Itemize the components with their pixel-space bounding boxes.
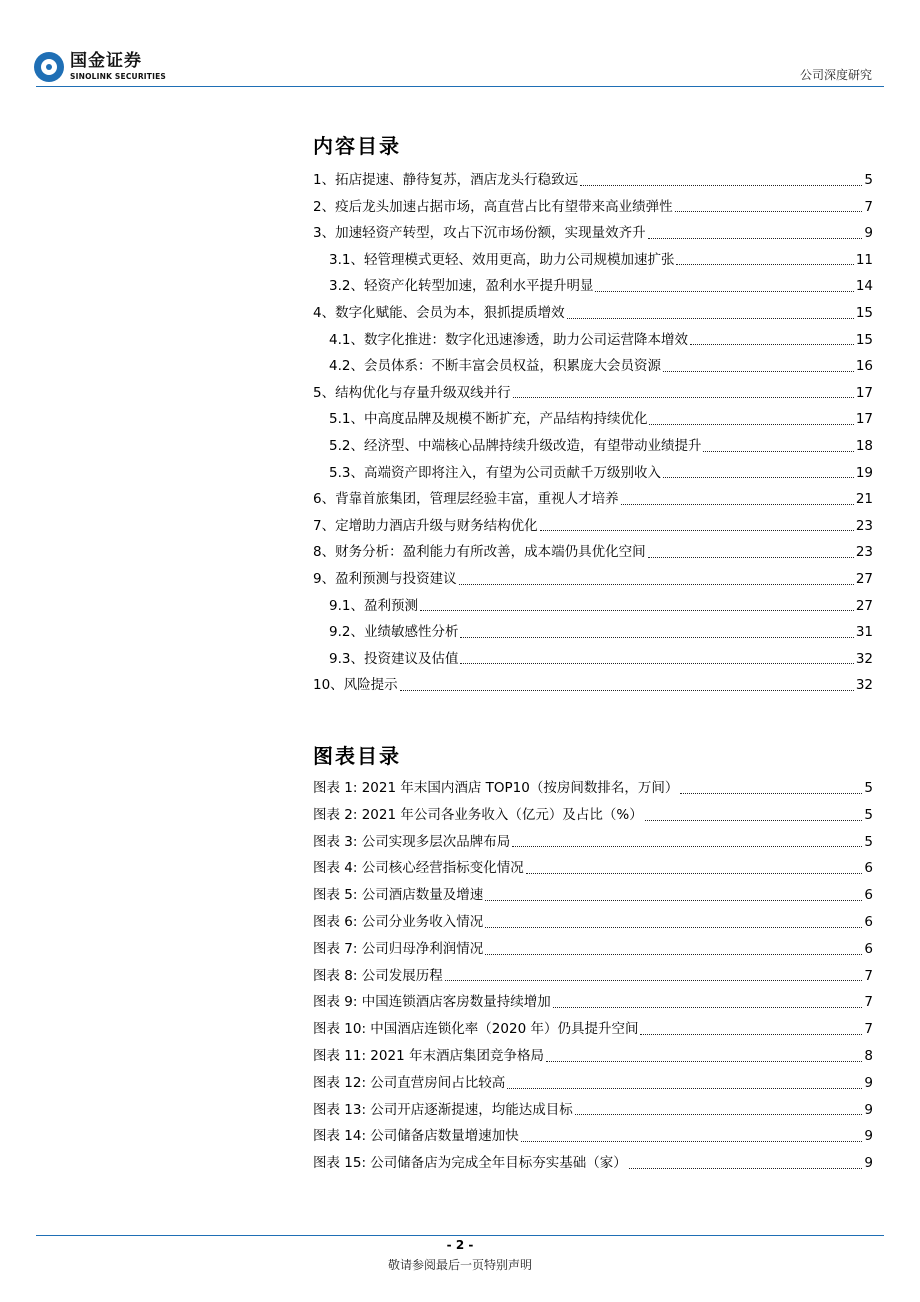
dot-leader: [690, 344, 854, 345]
figure-entry-label: 图表 12: 公司直营房间占比较高: [313, 1074, 506, 1091]
toc-entry-label: 8、财务分析：盈利能力有所改善，成本端仍具优化空间: [313, 544, 646, 561]
toc-entry-label: 1、拓店提速、静待复苏，酒店龙头行稳致远: [313, 172, 579, 188]
dot-leader: [703, 451, 853, 452]
toc-entry-page: 32: [855, 650, 873, 667]
toc-entry-page: 23: [855, 517, 873, 534]
toc-entry[interactable]: [313, 486, 873, 513]
figure-entry[interactable]: [313, 1016, 873, 1043]
figure-entry-label: 图表 8: 公司发展历程: [313, 967, 443, 984]
toc-entry-page: 31: [855, 624, 873, 641]
figure-entry[interactable]: [313, 936, 873, 963]
figure-entry[interactable]: [313, 1070, 873, 1097]
toc-entry-page: 18: [855, 437, 873, 454]
toc-entry[interactable]: [313, 167, 873, 194]
figure-entry-label: 图表 11: 2021 年末酒店集团竞争格局: [313, 1047, 544, 1064]
dot-leader: [485, 900, 862, 901]
toc-entry-label: 5、结构优化与存量升级双线并行: [313, 384, 511, 401]
figure-entry-label: 图表 3: 公司实现多层次品牌布局: [313, 833, 511, 850]
toc-entry[interactable]: [313, 247, 873, 274]
toc-entry-label: 4.2、会员体系：不断丰富会员权益，积累庞大会员资源: [329, 358, 661, 375]
toc-entry-page: 15: [855, 331, 873, 348]
toc-entry[interactable]: [313, 619, 873, 646]
report-type: 公司深度研究: [799, 68, 872, 82]
figure-entry-page: 7: [864, 1021, 873, 1038]
figure-entry-page: 6: [864, 860, 873, 877]
dot-leader: [507, 1088, 862, 1089]
toc-entry-label: 10、风险提示: [313, 677, 398, 694]
toc-entry-label: 7、定增助力酒店升级与财务结构优化: [313, 517, 538, 534]
toc-entry-page: 27: [855, 597, 873, 614]
dot-leader: [675, 211, 863, 212]
figure-entry[interactable]: [313, 909, 873, 936]
dot-leader: [629, 1168, 863, 1169]
toc-entry-label: 5.1、中高度品牌及规模不断扩充，产品结构持续优化: [329, 411, 648, 428]
dot-leader: [649, 424, 853, 425]
dot-leader: [676, 264, 853, 265]
toc-entry-label: 9.2、业绩敏感性分析: [329, 624, 459, 641]
footer-divider: [36, 1235, 884, 1236]
dot-leader: [512, 846, 862, 847]
figure-entry[interactable]: [313, 1097, 873, 1124]
toc-entry[interactable]: [313, 300, 873, 327]
figure-entry-label: 图表 7: 公司归母净利润情况: [313, 940, 484, 957]
figure-entry-label: 图表 2: 2021 年公司各业务收入（亿元）及占比（%）: [313, 806, 643, 823]
logo-icon: [34, 52, 64, 82]
toc-entry[interactable]: [313, 327, 873, 354]
toc-entry-page: 16: [855, 358, 873, 375]
dot-leader: [459, 584, 854, 585]
figure-entry[interactable]: [313, 802, 873, 829]
logo-chinese-name: 国金证券: [70, 51, 142, 72]
toc-entry[interactable]: [313, 353, 873, 380]
figure-entry-page: 8: [864, 1047, 873, 1064]
toc-entry[interactable]: [313, 672, 873, 699]
logo-english-name: SINOLINK SECURITIES: [70, 72, 167, 82]
figure-entry[interactable]: [313, 1123, 873, 1150]
figure-entry-page: 6: [864, 913, 873, 930]
dot-leader: [575, 1114, 863, 1115]
figure-entry-label: 图表 9: 中国连锁酒店客房数量持续增加: [313, 994, 551, 1011]
figure-entry[interactable]: [313, 989, 873, 1016]
dot-leader: [420, 610, 854, 611]
toc-entry-label: 9.1、盈利预测: [329, 597, 418, 614]
figure-entry[interactable]: [313, 829, 873, 856]
toc-list: [313, 167, 873, 699]
figure-entry[interactable]: [313, 855, 873, 882]
figure-entry-label: 图表 1: 2021 年末国内酒店 TOP10（按房间数排名，万间）: [313, 780, 679, 796]
toc-entry[interactable]: [313, 273, 873, 300]
toc-entry-page: 7: [864, 198, 873, 215]
page-number: - 2 -: [446, 1238, 474, 1252]
dot-leader: [460, 663, 853, 664]
dot-leader: [648, 557, 854, 558]
toc-entry-label: 2、疫后龙头加速占据市场，高直营占比有望带来高业绩弹性: [313, 198, 673, 215]
toc-entry[interactable]: [313, 513, 873, 540]
toc-entry-page: 32: [855, 677, 873, 694]
toc-entry-page: 17: [855, 384, 873, 401]
dot-leader: [621, 504, 854, 505]
figure-entry-label: 图表 14: 公司储备店数量增速加快: [313, 1128, 519, 1145]
toc-entry[interactable]: [313, 539, 873, 566]
figure-entry-label: 图表 13: 公司开店逐渐提速，均能达成目标: [313, 1101, 573, 1118]
toc-entry[interactable]: [313, 460, 873, 487]
toc-entry-label: 5.3、高端资产即将注入，有望为公司贡献千万级别收入: [329, 464, 661, 481]
dot-leader: [521, 1141, 863, 1142]
dot-leader: [445, 980, 863, 981]
page-header: [0, 0, 920, 92]
figure-entry-label: 图表 6: 公司分业务收入情况: [313, 913, 484, 930]
dot-leader: [540, 530, 854, 531]
dot-leader: [640, 1034, 862, 1035]
toc-entry-label: 3.1、轻管理模式更轻、效用更高，助力公司规模加速扩张: [329, 251, 675, 268]
toc-title: 内容目录: [313, 134, 401, 158]
dot-leader: [553, 1007, 863, 1008]
toc-entry-label: 3.2、轻资产化转型加速，盈利水平提升明显: [329, 278, 594, 295]
toc-entry-label: 5.2、经济型、中端核心品牌持续升级改造，有望带动业绩提升: [329, 437, 702, 454]
figure-entry-page: 6: [864, 887, 873, 904]
figure-entry[interactable]: [313, 775, 873, 802]
figure-entry-page: 9: [864, 1128, 873, 1145]
toc-entry-label: 4、数字化赋能、会员为本，狠抓提质增效: [313, 304, 565, 321]
dot-leader: [460, 637, 853, 638]
figure-entry[interactable]: [313, 1043, 873, 1070]
figure-entry-page: 9: [864, 1074, 873, 1091]
toc-entry-page: 21: [855, 491, 873, 508]
dot-leader: [400, 690, 854, 691]
toc-entry-label: 9、盈利预测与投资建议: [313, 570, 457, 587]
toc-entry-page: 15: [855, 304, 873, 321]
figure-entry-page: 6: [864, 940, 873, 957]
dot-leader: [663, 371, 854, 372]
figure-entry-page: 5: [864, 806, 873, 823]
figure-entry-page: 7: [864, 994, 873, 1011]
dot-leader: [680, 793, 862, 794]
dot-leader: [485, 927, 862, 928]
dot-leader: [595, 291, 853, 292]
dot-leader: [513, 397, 854, 398]
figures-list: [313, 775, 873, 1177]
toc-entry-page: 14: [855, 278, 873, 295]
figure-entry-label: 图表 10: 中国酒店连锁化率（2020 年）仍具提升空间: [313, 1021, 639, 1038]
toc-entry-page: 9: [864, 225, 873, 242]
toc-entry-page: 11: [855, 251, 873, 268]
dot-leader: [567, 318, 854, 319]
toc-entry-page: 17: [855, 411, 873, 428]
figure-entry-page: 9: [864, 1155, 873, 1172]
dot-leader: [580, 185, 862, 186]
figure-entry-label: 图表 15: 公司储备店为完成全年目标夯实基础（家）: [313, 1155, 627, 1172]
toc-entry[interactable]: [313, 593, 873, 620]
toc-entry-label: 9.3、投资建议及估值: [329, 650, 459, 667]
footer-disclaimer: 敬请参阅最后一页特别声明: [387, 1258, 532, 1272]
figure-entry[interactable]: [313, 963, 873, 990]
figure-entry-page: 9: [864, 1101, 873, 1118]
figure-entry[interactable]: [313, 1150, 873, 1177]
toc-entry-page: 5: [864, 172, 873, 188]
figure-entry-page: 7: [864, 967, 873, 984]
dot-leader: [663, 477, 854, 478]
toc-entry[interactable]: [313, 406, 873, 433]
toc-entry-page: 27: [855, 570, 873, 587]
toc-entry[interactable]: [313, 433, 873, 460]
figure-entry-label: 图表 5: 公司酒店数量及增速: [313, 887, 484, 904]
figure-entry-page: 5: [864, 833, 873, 850]
dot-leader: [526, 873, 863, 874]
toc-entry[interactable]: [313, 220, 873, 247]
company-logo: [34, 52, 166, 82]
dot-leader: [648, 238, 863, 239]
dot-leader: [485, 954, 862, 955]
header-divider: [36, 86, 884, 87]
figure-entry[interactable]: [313, 882, 873, 909]
toc-entry-label: 6、背靠首旅集团，管理层经验丰富，重视人才培养: [313, 491, 619, 508]
figure-entry-label: 图表 4: 公司核心经营指标变化情况: [313, 860, 524, 877]
toc-entry-page: 23: [855, 544, 873, 561]
toc-entry[interactable]: [313, 566, 873, 593]
toc-entry-label: 3、加速轻资产转型，攻占下沉市场份额，实现量效齐升: [313, 225, 646, 242]
toc-entry[interactable]: [313, 646, 873, 673]
dot-leader: [645, 820, 863, 821]
dot-leader: [546, 1061, 862, 1062]
toc-entry-page: 19: [855, 464, 873, 481]
figures-title: 图表目录: [313, 744, 401, 768]
toc-entry[interactable]: [313, 194, 873, 221]
figure-entry-page: 5: [864, 780, 873, 796]
toc-entry-label: 4.1、数字化推进：数字化迅速渗透，助力公司运营降本增效: [329, 331, 688, 348]
toc-entry[interactable]: [313, 380, 873, 407]
